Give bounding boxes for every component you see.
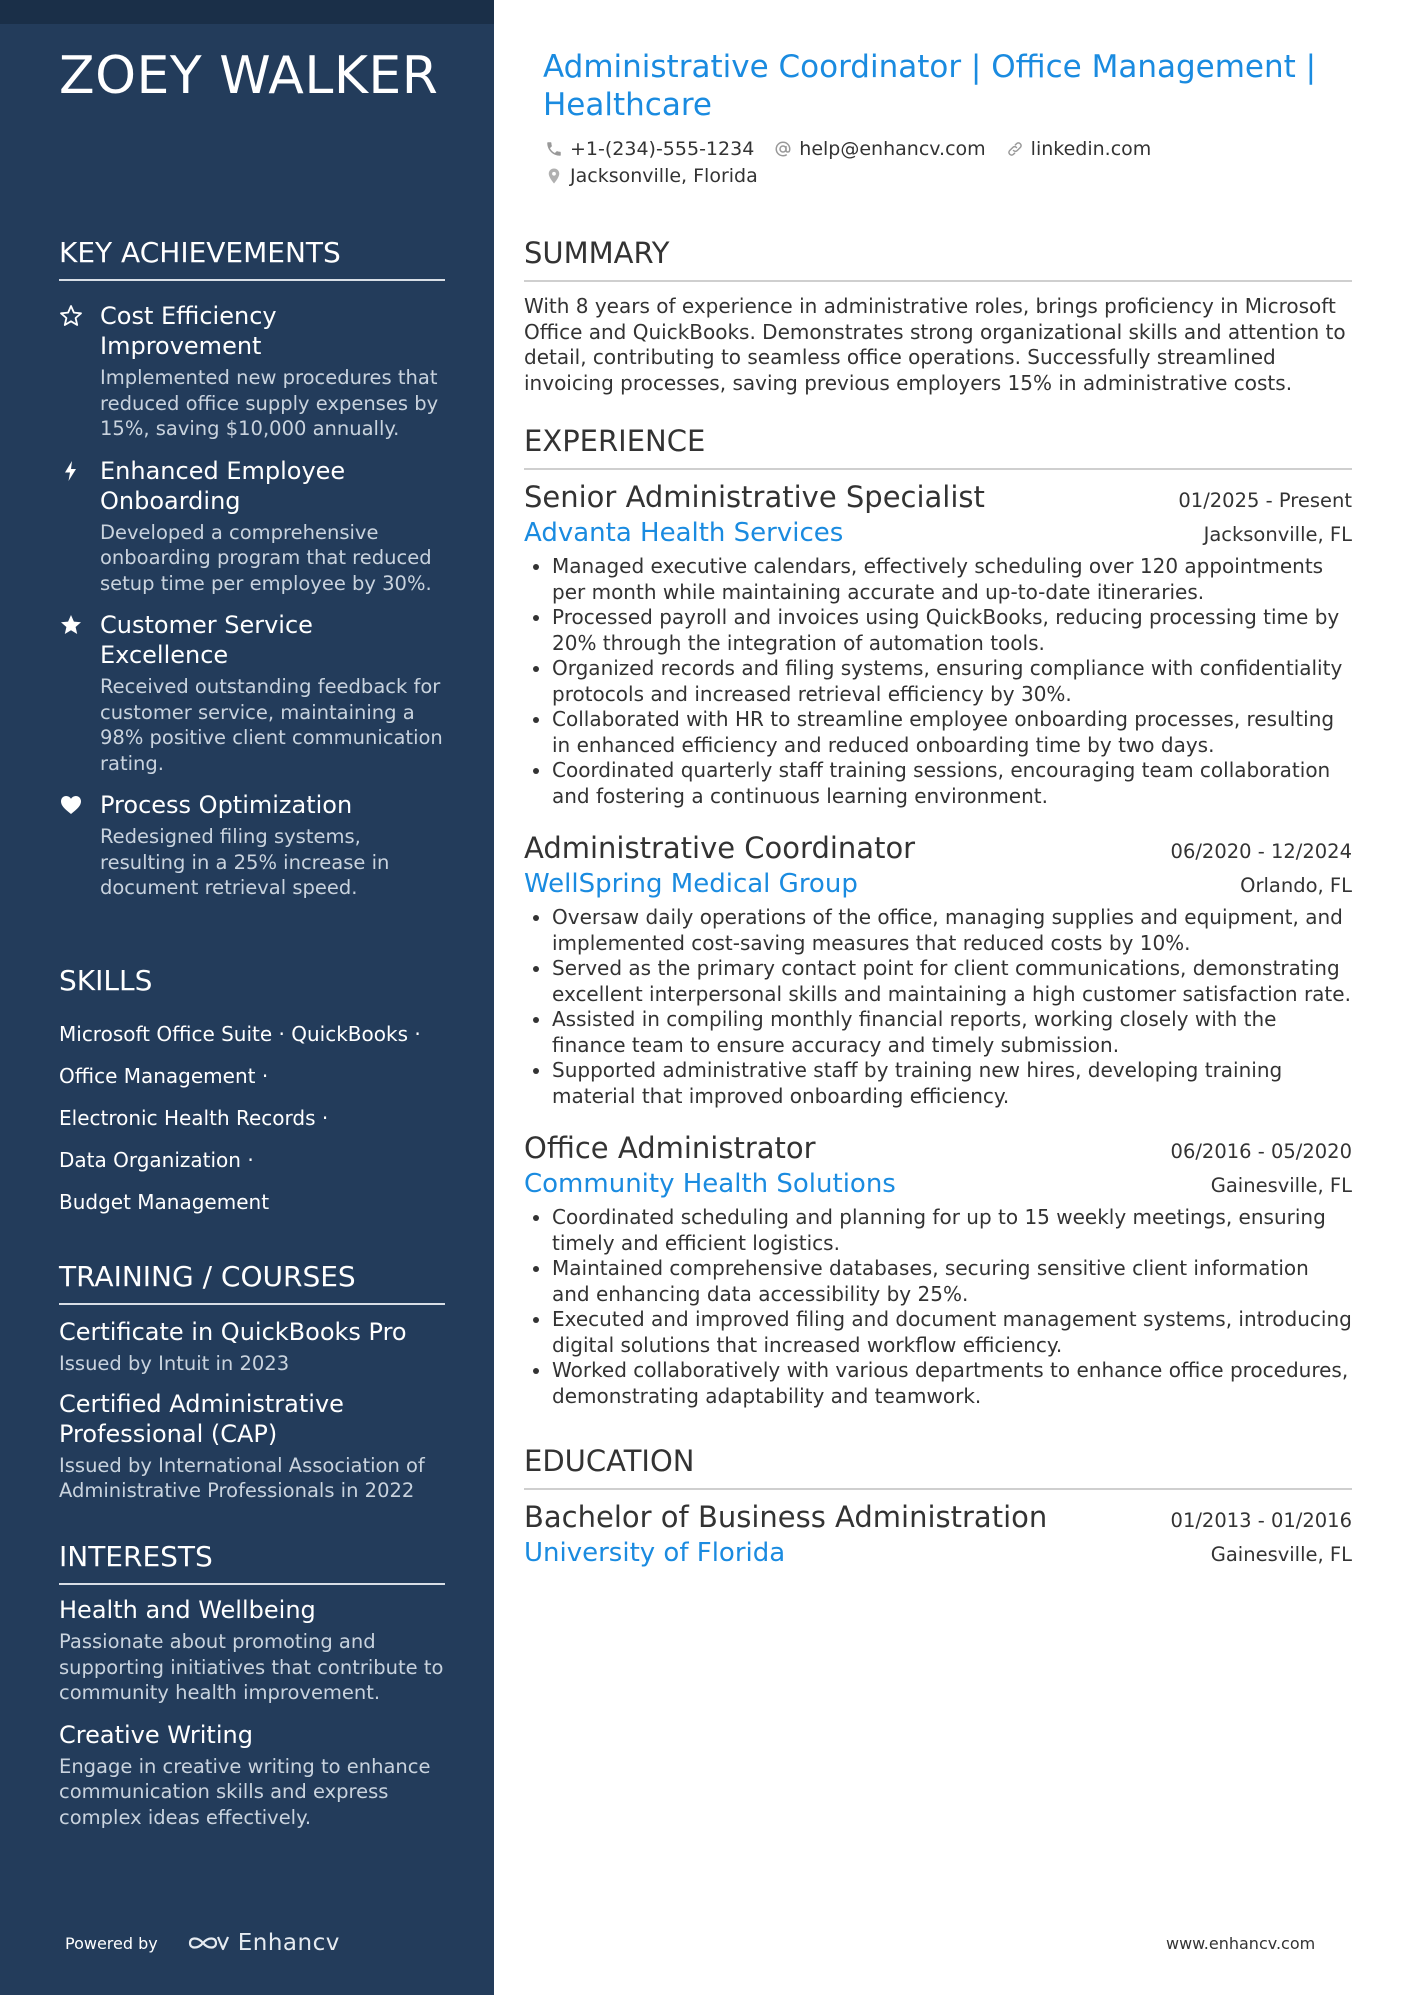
skills-heading: SKILLS: [59, 964, 153, 997]
course-desc: Issued by Intuit in 2023: [59, 1352, 290, 1375]
achievement-desc: Implemented new procedures that reduced office supply expenses by 15%, saving $10,000 annually.: [100, 366, 439, 440]
job-dates: 01/2025 - Present: [1178, 489, 1352, 512]
powered-by-label: Powered by: [65, 1933, 158, 1953]
achievement-title: Enhanced Employee Onboarding: [100, 456, 346, 515]
contact-linkedin[interactable]: [1006, 138, 1152, 160]
achievements-section: [59, 236, 445, 901]
skill-line: Data Organization ·: [59, 1148, 254, 1172]
star-outline-icon: [59, 304, 83, 328]
link-icon: [1006, 140, 1024, 158]
job-dates: 06/2016 - 05/2020: [1170, 1140, 1352, 1163]
at-icon: [774, 140, 792, 158]
enhancv-brand: Enhancv: [237, 1930, 340, 1956]
course-desc: Issued by International Association of Administrative Professionals in 2022: [59, 1453, 425, 1502]
interest-desc: Passionate about promoting and supporting initiatives that contribute to community health improvement.: [59, 1630, 444, 1704]
achievement-title: Process Optimization: [100, 791, 353, 819]
job-bullet: • Executed and improved filing and document management systems, introducing digital solutions that increased workflow efficiency.: [552, 1307, 1352, 1358]
job-title: Office Administrator: [524, 1131, 816, 1165]
job-bullet: • Processed payroll and invoices using QuickBooks, reducing processing time by 20% through the integration of automation tools.: [552, 605, 1352, 656]
contact-location: [545, 165, 758, 187]
phone-text: +1-(234)-555-1234: [570, 138, 755, 160]
star-filled-icon: [59, 613, 83, 637]
achievement-title: Customer Service Excellence: [100, 611, 313, 669]
job-title: Administrative Coordinator: [524, 831, 916, 865]
job-company[interactable]: Community Health Solutions: [524, 1169, 896, 1199]
skill-line: Microsoft Office Suite · QuickBooks ·: [59, 1022, 421, 1046]
job-company[interactable]: Advanta Health Services: [524, 518, 844, 548]
job-bullet: • Organized records and filing systems, ensuring compliance with confidentiality protocols and increased retrieval efficiency by 30%.: [552, 656, 1352, 707]
summary-heading: SUMMARY: [524, 236, 1352, 282]
heart-icon: [59, 793, 83, 817]
linkedin-text: linkedin.com: [1030, 138, 1152, 160]
skill-line: Office Management ·: [59, 1064, 269, 1088]
enhancv-logo[interactable]: [186, 1930, 340, 1956]
job-bullet: • Coordinated quarterly staff training sessions, encouraging team collaboration and fostering a continuous learning environment.: [552, 758, 1352, 809]
sidebar: [0, 0, 494, 1995]
interest-title: Creative Writing: [59, 1720, 253, 1749]
job-entry: [524, 1131, 1352, 1409]
email-text: help@enhancv.com: [799, 138, 986, 160]
achievement-desc: Received outstanding feedback for customer service, maintaining a 98% positive client communication rating.: [100, 675, 443, 775]
course-title: Certificate in QuickBooks Pro: [59, 1318, 407, 1346]
school[interactable]: University of Florida: [524, 1538, 786, 1568]
job-entry: [524, 831, 1352, 1109]
job-bullet: • Supported administrative staff by training new hires, developing training material that improved onboarding efficiency.: [552, 1058, 1352, 1109]
job-bullet: • Coordinated scheduling and planning for up to 15 weekly meetings, ensuring timely and efficient logistics.: [552, 1205, 1352, 1256]
experience-heading: EXPERIENCE: [524, 424, 1352, 470]
job-dates: 06/2020 - 12/2024: [1170, 840, 1352, 863]
summary-text: With 8 years of experience in administrative roles, brings proficiency in Microsoft Office and QuickBooks. Demonstrates strong organizational skills and attention to detail, contributing to seamless office operations. Successfully streamlined invoicing processes, saving previous employers 15% in administrative costs.: [524, 294, 1346, 395]
location-text: Jacksonville, Florida: [570, 165, 758, 187]
interests-section: [59, 1540, 445, 1830]
job-bullet: • Worked collaboratively with various departments to enhance office procedures, demonstrating adaptability and teamwork.: [552, 1358, 1352, 1409]
location-pin-icon: [545, 166, 563, 186]
achievement-desc: Redesigned filing systems, resulting in a 25% increase in document retrieval speed.: [100, 825, 390, 899]
skill-line: Electronic Health Records ·: [59, 1106, 329, 1130]
education-heading: EDUCATION: [524, 1444, 1352, 1490]
skills-list: [59, 1013, 445, 1223]
job-bullet: • Maintained comprehensive databases, securing sensitive client information and enhancing data accessibility by 25%.: [552, 1256, 1352, 1307]
job-location: Gainesville, FL: [1210, 1174, 1352, 1197]
contact-row: [545, 138, 1151, 160]
job-bullets: [524, 1205, 1352, 1409]
education-section: [524, 1444, 1352, 1490]
job-title: Senior Administrative Specialist: [524, 480, 985, 514]
achievement-title: Cost Efficiency Improvement: [100, 302, 277, 360]
sidebar-top-bar: [0, 0, 494, 24]
interest-title: Health and Wellbeing: [59, 1596, 316, 1624]
contact-email[interactable]: [774, 138, 985, 160]
powered-by: [65, 1930, 340, 1956]
training-heading: TRAINING / COURSES: [59, 1260, 445, 1305]
job-bullet: • Collaborated with HR to streamline employee onboarding processes, resulting in enhanced efficiency and reduced onboarding time by two days.: [552, 707, 1352, 758]
skill-line: Budget Management: [59, 1190, 270, 1214]
phone-icon: [545, 140, 563, 158]
candidate-name: ZOEY WALKER: [59, 46, 439, 106]
education-entry: [524, 1500, 1352, 1568]
achievement-item: [59, 301, 445, 442]
enhancv-logo-icon: [186, 1932, 230, 1954]
job-bullet: • Managed executive calendars, effectively scheduling over 120 appointments per month while maintaining accurate and up-to-date itineraries.: [552, 554, 1352, 605]
skills-section: [59, 964, 445, 1223]
interest-desc: Engage in creative writing to enhance communication skills and express complex ideas effectively.: [59, 1754, 431, 1829]
training-section: [59, 1260, 445, 1504]
lightning-icon: [59, 459, 83, 483]
job-company[interactable]: WellSpring Medical Group: [524, 869, 858, 899]
contact-phone[interactable]: [545, 138, 754, 160]
achievement-desc: Developed a comprehensive onboarding program that reduced setup time per employee by 30%.: [100, 520, 432, 595]
job-bullet: • Served as the primary contact point for client communications, demonstrating excellent interpersonal skills and maintaining a high customer satisfaction rate.: [552, 956, 1352, 1007]
achievement-item: [59, 456, 445, 597]
job-bullet: • Assisted in compiling monthly financial reports, working closely with the finance team to ensure accuracy and timely submission.: [552, 1007, 1352, 1058]
job-bullets: [524, 554, 1352, 809]
achievements-heading: KEY ACHIEVEMENTS: [59, 236, 445, 281]
job-location: Jacksonville, FL: [1203, 523, 1352, 546]
job-bullet: • Oversaw daily operations of the office, managing supplies and equipment, and implemented cost-saving measures that reduced costs by 10%.: [552, 905, 1352, 956]
education-location: Gainesville, FL: [1210, 1543, 1352, 1566]
job-location: Orlando, FL: [1240, 874, 1352, 897]
interests-heading: INTERESTS: [59, 1540, 445, 1585]
job-bullets: [524, 905, 1352, 1109]
achievement-item: [59, 790, 445, 901]
education-dates: 01/2013 - 01/2016: [1170, 1509, 1352, 1532]
website-link[interactable]: www.enhancv.com: [1166, 1934, 1316, 1953]
course-title: Certified Administrative Professional (CAP): [59, 1389, 344, 1448]
job-entry: [524, 480, 1352, 809]
degree: Bachelor of Business Administration: [524, 1500, 1048, 1534]
achievement-item: [59, 610, 445, 776]
experience-section: [524, 424, 1352, 470]
summary-section: [524, 236, 1352, 396]
headline: Administrative Coordinator | Office Management | Healthcare: [543, 49, 1317, 123]
